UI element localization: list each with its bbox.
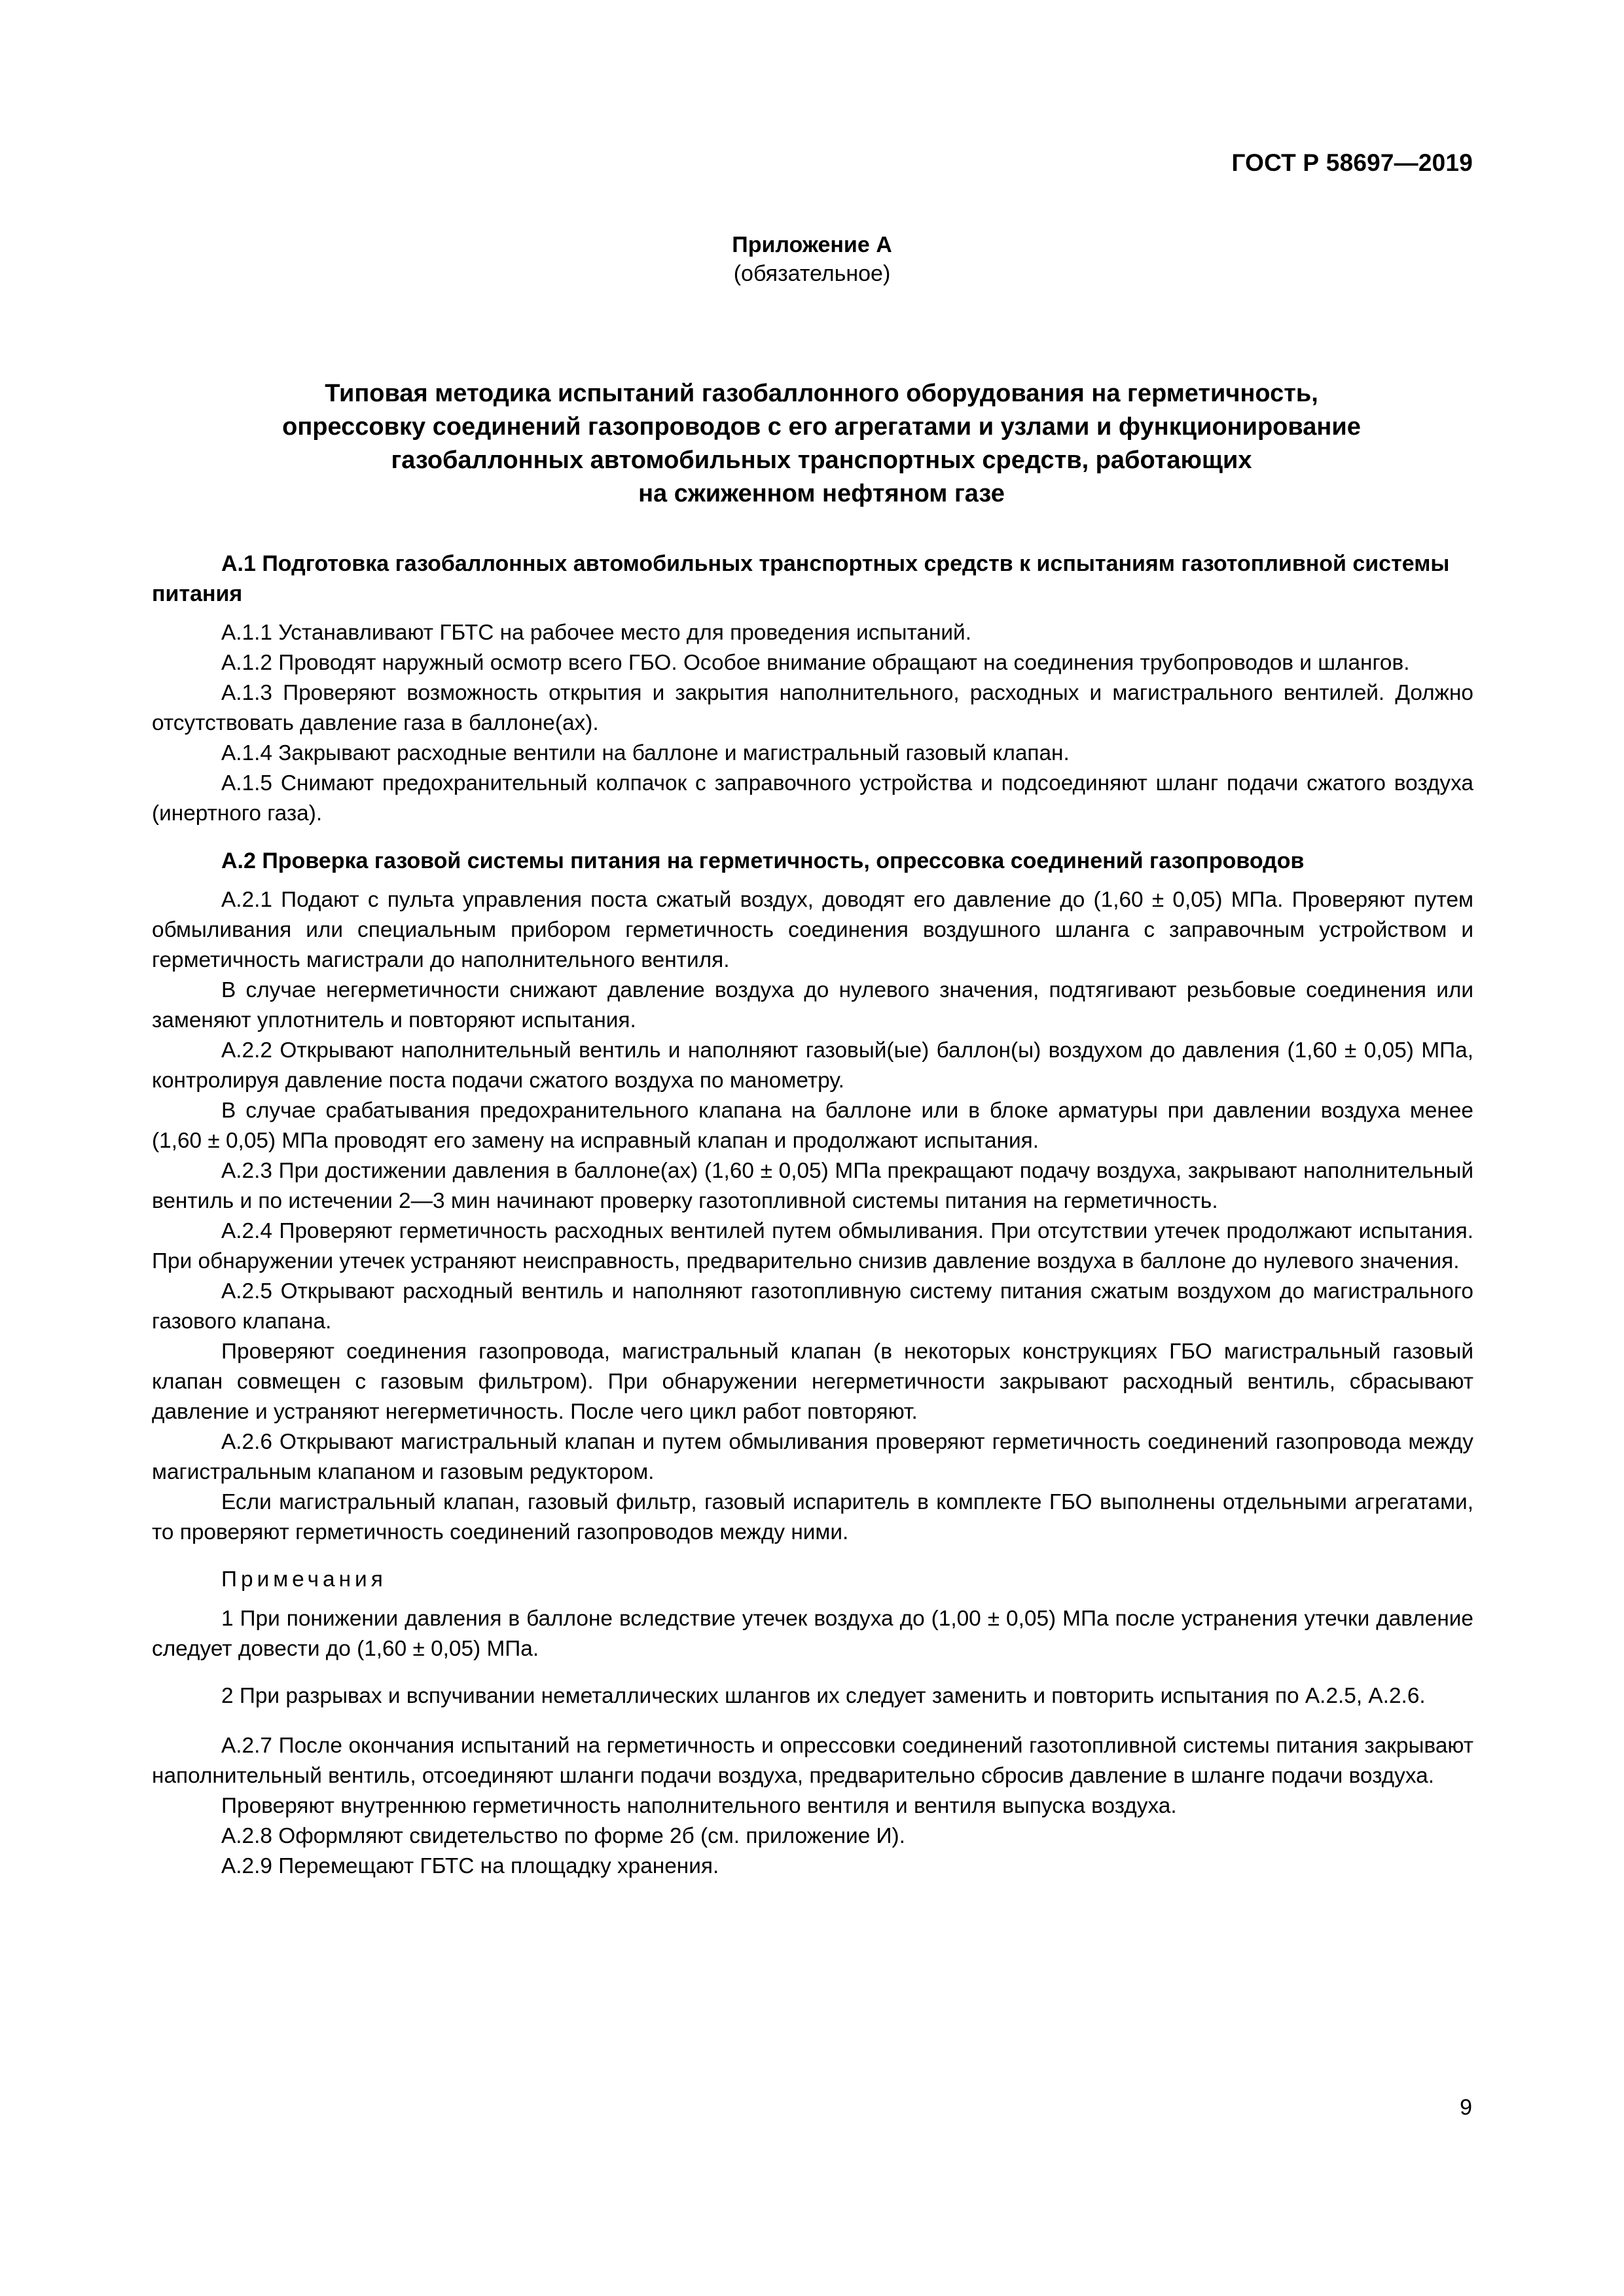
paragraph-a1-2: А.1.2 Проводят наружный осмотр всего ГБО. Особое внимание обращают на соединения трубопроводов и шлангов. xyxy=(221,651,1410,675)
standard-code: ГОСТ Р 58697—2019 xyxy=(1231,149,1473,176)
note-1: 1 При понижении давления в баллоне вследствие утечек воздуха до (1,00 ± 0,05) МПа после устранения утечки давление следует довести до (1,60 ± 0,05) МПа. xyxy=(152,1607,1473,1661)
paragraph-a2-9: А.2.9 Перемещают ГБТС на площадку хранения. xyxy=(221,1854,719,1878)
paragraph-a2-5: А.2.5 Открывают расходный вентиль и наполняют газотопливную систему питания сжатым воздухом до магистрального газового клапана. xyxy=(152,1279,1473,1334)
paragraph-a2-6: А.2.6 Открывают магистральный клапан и путем обмыливания проверяют герметичность соединений газопровода между магистральным клапаном и газовым редуктором. xyxy=(152,1430,1473,1484)
paragraph-a2-3: А.2.3 При достижении давления в баллоне(ах) (1,60 ± 0,05) МПа прекращают подачу воздуха, закрывают наполнительный вентиль и по истечении 2—3 мин начинают проверку газотопливной системы питания на герметичность. xyxy=(152,1159,1473,1213)
section-heading-a2: А.2 Проверка газовой системы питания на герметичность, опрессовка соединений газопроводов xyxy=(221,848,1305,873)
paragraph-a2-1b: В случае негерметичности снижают давление воздуха до нулевого значения, подтягивают резьбовые соединения или заменяют уплотнитель и повторяют испытания. xyxy=(152,978,1473,1032)
notes-heading: Примечания xyxy=(221,1567,387,1592)
title-line: опрессовку соединений газопроводов с его агрегатами и узлами и функционирование xyxy=(282,413,1361,441)
section-heading-a1: А.1 Подготовка газобаллонных автомобильных транспортных средств к испытаниям газотопливной системы питания xyxy=(152,551,1450,606)
paragraph-a2-4: А.2.4 Проверяют герметичность расходных вентилей путем обмыливания. При отсутствии утечек продолжают испытания. При обнаружении утечек устраняют неисправность, предварительно снизив давление воздуха в баллоне до нулевого значения. xyxy=(152,1219,1473,1273)
document-title xyxy=(170,377,1473,511)
paragraph-a1-3: А.1.3 Проверяют возможность открытия и закрытия наполнительного, расходных и магистрального вентилей. Должно отсутствовать давление газа в баллоне(ах). xyxy=(152,681,1473,735)
title-line: Типовая методика испытаний газобаллонного оборудования на герметичность, xyxy=(325,380,1318,407)
paragraph-a2-1: А.2.1 Подают с пульта управления поста сжатый воздух, доводят его давление до (1,60 ± 0,05) МПа. Проверяют путем обмыливания или специальным прибором герметичность соединения воздушного шланга с заправочным устройством и герметичность магистрали до наполнительного вентиля. xyxy=(152,888,1473,972)
title-line: на сжиженном нефтяном газе xyxy=(638,480,1005,507)
annex-title: Приложение А xyxy=(732,232,892,257)
note-2: 2 При разрывах и вспучивании неметаллических шлангов их следует заменить и повторить испытания по А.2.5, А.2.6. xyxy=(221,1684,1426,1708)
paragraph-a2-7b: Проверяют внутреннюю герметичность наполнительного вентиля и вентиля выпуска воздуха. xyxy=(221,1794,1177,1818)
paragraph-a2-2: А.2.2 Открывают наполнительный вентиль и наполняют газовый(ые) баллон(ы) воздухом до давления (1,60 ± 0,05) МПа, контролируя давление поста подачи сжатого воздуха по манометру. xyxy=(152,1038,1473,1093)
document-body xyxy=(152,549,1473,1882)
paragraph-a2-2b: В случае срабатывания предохранительного клапана на баллоне или в блоке арматуры при давлении воздуха менее (1,60 ± 0,05) МПа проводят его замену на исправный клапан и продолжают испытания. xyxy=(152,1099,1473,1153)
paragraph-a2-7: А.2.7 После окончания испытаний на герметичность и опрессовки соединений газотопливной системы питания закрывают наполнительный вентиль, отсоединяют шланги подачи воздуха, предварительно сбросив давление в шланге подачи воздуха. xyxy=(152,1734,1473,1788)
paragraph-a2-5b: Проверяют соединения газопровода, магистральный клапан (в некоторых конструкциях ГБО магистральный газовый клапан совмещен с газовым фильтром). При обнаружении негерметичности закрывают расходный вентиль, сбрасывают давление и устраняют негерметичность. После чего цикл работ повторяют. xyxy=(152,1339,1473,1424)
title-line: газобаллонных автомобильных транспортных средств, работающих xyxy=(391,446,1252,474)
page-number: 9 xyxy=(1460,2095,1472,2120)
annex-status: (обязательное) xyxy=(733,261,891,286)
paragraph-a2-6b: Если магистральный клапан, газовый фильтр, газовый испаритель в комплекте ГБО выполнены отдельными агрегатами, то проверяют герметичность соединений газопроводов между ними. xyxy=(152,1490,1473,1544)
paragraph-a2-8: А.2.8 Оформляют свидетельство по форме 2б (см. приложение И). xyxy=(221,1824,905,1848)
annex-block xyxy=(0,230,1624,288)
paragraph-a1-1: А.1.1 Устанавливают ГБТС на рабочее место для проведения испытаний. xyxy=(221,621,971,645)
paragraph-a1-5: А.1.5 Снимают предохранительный колпачок с заправочного устройства и подсоединяют шланг подачи сжатого воздуха (инертного газа). xyxy=(152,771,1473,826)
paragraph-a1-4: А.1.4 Закрывают расходные вентили на баллоне и магистральный газовый клапан. xyxy=(221,741,1070,765)
